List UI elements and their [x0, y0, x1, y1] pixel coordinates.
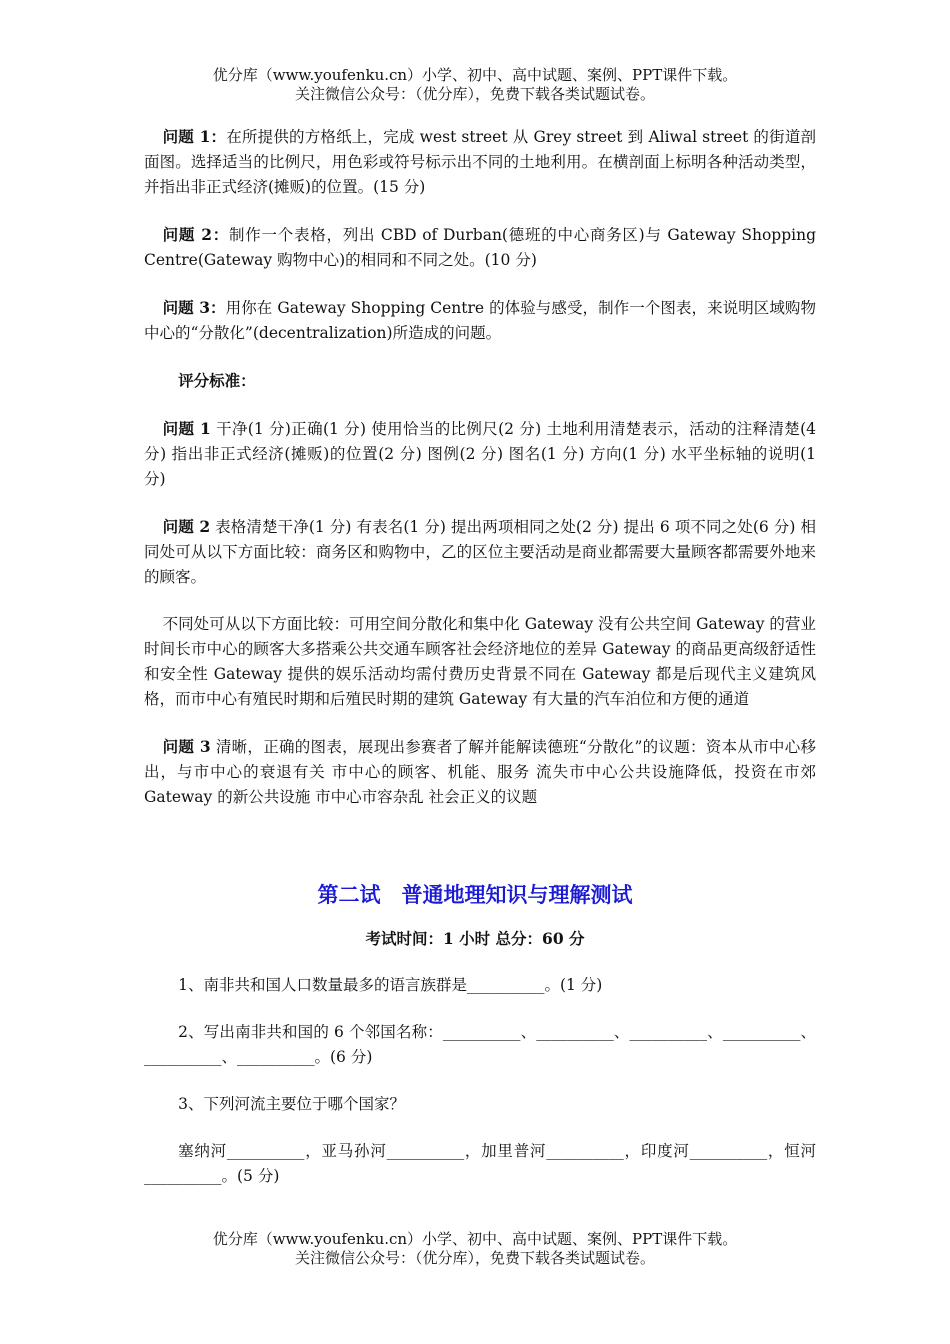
question-2: [144, 222, 816, 273]
grading-q3-label: 问题 3: [162, 737, 211, 756]
grading-question-2: [144, 514, 816, 590]
document-body: [144, 124, 816, 1189]
exam-item-3: 3、下列河流主要位于哪个国家？: [178, 1095, 405, 1113]
grading-question-2-differences: 不同处可从以下方面比较：可用空间分散化和集中化 Gateway 没有公共空间 Gateway 的营业时间长市中心的顾客大多搭乘公共交通车顾客社会经济地位的差异 Gateway 的商品更高级舒适性和安全性 Gateway 提供的娱乐活动均需付费历史背景不同在 Gateway 都是后现代主义建筑风格，而市中心有殖民时期和后殖民时期的建筑 Gateway 有大量的汽车泊位和方便的通道: [144, 615, 816, 708]
grading-heading: 评分标准：: [178, 371, 256, 390]
question-1-text: 在所提供的方格纸上，完成 west street 从 Grey street 到 Aliwal street 的街道剖面图。选择适当的比例尺，用色彩或符号标示出不同的土地利用。在横剖面上标明各种活动类型，并指出非正式经济(摊贩)的位置。(15 分): [144, 128, 817, 196]
exam-item-1: 1、南非共和国人口数量最多的语言族群是__________。(1 分): [178, 976, 603, 994]
grading-q3-text: 清晰，正确的图表，展现出参赛者了解并能解读德班“分散化”的议题：资本从市中心移出，与市中心的衰退有关 市中心的顾客、机能、服务 流失市中心公共设施降低，投资在市郊 Gateway 的新公共设施 市中心市容杂乱 社会正义的议题: [144, 738, 817, 806]
footer-line-2: 关注微信公众号：（优分库），免费下载各类试题试卷。: [294, 1249, 655, 1267]
footer-line-1: 优分库（www.youfenku.cn）小学、初中、高中试题、案例、PPT课件下载。: [212, 1230, 738, 1248]
grading-question-3: [144, 734, 816, 810]
grading-q2-text: 表格清楚干净(1 分) 有表名(1 分) 提出两项相同之处(2 分) 提出 6 项不同之处(6 分) 相同处可从以下方面比较：商务区和购物中，乙的区位主要活动是商业都需要大量顾客都需要外地来的顾客。: [144, 518, 816, 586]
exam-item-2: 2、写出南非共和国的 6 个邻国名称：__________、__________、__________、__________、__________、__________。(6 分): [144, 1023, 816, 1066]
question-2-label: 问题 2：: [162, 225, 229, 244]
grading-question-1: [144, 416, 816, 492]
exam-item-3-rivers: 塞纳河__________，亚马孙河__________，加里普河__________，印度河__________，恒河__________。(5 分): [144, 1142, 816, 1185]
question-3-label: 问题 3：: [162, 298, 226, 317]
question-3: [144, 295, 816, 346]
question-1: [144, 124, 816, 200]
page-footer: [0, 1230, 950, 1268]
question-2-text: 制作一个表格，列出 CBD of Durban(德班的中心商务区)与 Gateway Shopping Centre(Gateway 购物中心)的相同和不同之处。(10 分): [144, 226, 816, 269]
grading-q1-label: 问题 1: [162, 419, 211, 438]
grading-q2-label: 问题 2: [162, 517, 211, 536]
grading-q1-text: 干净(1 分)正确(1 分) 使用恰当的比例尺(2 分) 土地利用清楚表示，活动的注释清楚(4 分) 指出非正式经济(摊贩)的位置(2 分) 图例(2 分) 图名(1 分) 方向(1 分) 水平坐标轴的说明(1 分): [144, 420, 816, 488]
question-3-text: 用你在 Gateway Shopping Centre 的体验与感受，制作一个图表，来说明区域购物中心的“分散化”(decentralization)所造成的问题。: [144, 299, 817, 342]
page-header: [0, 66, 950, 104]
section-title: 第二试 普通地理知识与理解测试: [317, 882, 633, 907]
section-subtitle: 考试时间：1 小时 总分：60 分: [365, 929, 585, 948]
question-1-label: 问题 1：: [162, 127, 227, 146]
header-line-2: 关注微信公众号：（优分库），免费下载各类试题试卷。: [294, 85, 655, 103]
header-line-1: 优分库（www.youfenku.cn）小学、初中、高中试题、案例、PPT课件下载。: [212, 66, 738, 84]
